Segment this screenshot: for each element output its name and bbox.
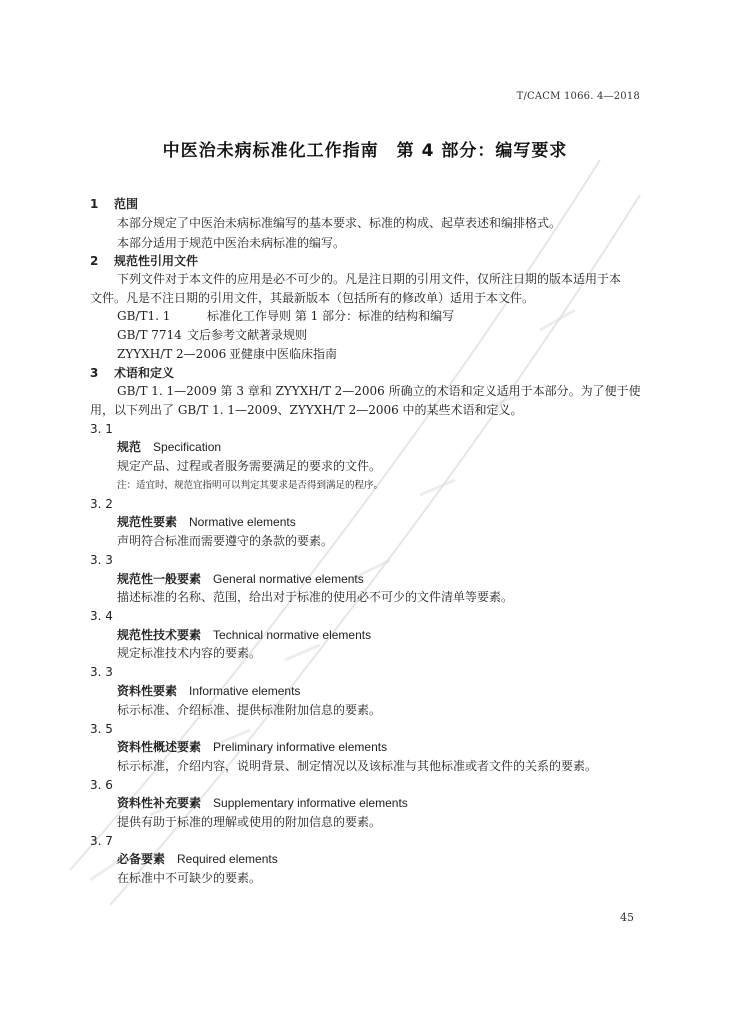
paragraph: 本部分适用于规范中医治未病标准的编写。 — [117, 236, 346, 250]
standard-code: T/CACM 1066. 4—2018 — [516, 91, 640, 102]
section-3-heading — [90, 366, 640, 380]
term-definition: 提供有助于标准的理解或使用的附加信息的要素。 — [117, 815, 382, 829]
term-definition: 规定标准技术内容的要素。 — [117, 646, 262, 660]
section-1-heading — [90, 197, 640, 211]
term-english: Technical normative elements — [213, 628, 372, 642]
term-number: 3. 1 — [90, 422, 113, 436]
term-note: 注：适宜时，规范宜指明可以判定其要求是否得到满足的程序。 — [117, 480, 384, 491]
section-title: 术语和定义 — [114, 366, 175, 380]
term-heading — [117, 684, 640, 698]
term-definition: 标示标准，介绍内容，说明背景、制定情况以及该标准与其他标准或者文件的关系的要素。 — [117, 759, 598, 773]
term-definition: 在标准中不可缺少的要素。 — [117, 871, 262, 885]
term-chinese: 资料性补充要素 — [117, 796, 202, 810]
term-number: 3. 3 — [90, 665, 113, 679]
term-definition: 声明符合标准而需要遵守的条款的要素。 — [117, 534, 334, 548]
paragraph: 下列文件对于本文件的应用是必不可少的。凡是注日期的引用文件，仅所注日期的版本适用于本 — [117, 272, 622, 286]
paragraph: 本部分规定了中医治未病标准编写的基本要求、标准的构成、起草表述和编排格式。 — [117, 216, 562, 230]
term-english: Normative elements — [189, 515, 296, 529]
section-2-heading — [90, 254, 640, 268]
term-english: Required elements — [177, 852, 278, 866]
page-title: 中医治未病标准化工作指南 第 4 部分：编写要求 — [162, 141, 568, 161]
section-title: 范围 — [114, 197, 139, 211]
term-heading — [117, 740, 640, 754]
paragraph-continuation: 文件。凡是不注日期的引用文件，其最新版本（包括所有的修改单）适用于本文件。 — [90, 291, 535, 305]
term-chinese: 规范性技术要素 — [117, 628, 202, 642]
term-chinese: 必备要素 — [117, 852, 166, 866]
paragraph: GB/T 1. 1—2009 第 3 章和 ZYYXH/T 2—2006 所确立的术语和定义适用于本部分。为了便于使 — [117, 384, 641, 398]
term-chinese: 资料性概述要素 — [117, 740, 202, 754]
term-number: 3. 6 — [90, 778, 113, 792]
term-number: 3. 5 — [90, 722, 113, 736]
term-english: Specification — [153, 440, 222, 454]
reference-code: ZYYXH/T 2—2006 — [117, 347, 227, 361]
section-number: 3 — [90, 366, 99, 380]
section-number: 1 — [90, 197, 99, 211]
reference-title: 文后参考文献著录规则 — [187, 328, 308, 342]
term-chinese: 资料性要素 — [117, 684, 178, 698]
term-number: 3. 7 — [90, 834, 113, 848]
term-chinese: 规范 — [117, 440, 142, 454]
term-chinese: 规范性一般要素 — [117, 572, 202, 586]
paragraph-continuation: 用，以下列出了 GB/T 1. 1—2009、ZYYXH/T 2—2006 中的某些术语和定义。 — [90, 403, 523, 417]
reference-title: 标准化工作导则 第 1 部分：标准的结构和编写 — [207, 309, 455, 323]
term-heading — [117, 852, 640, 866]
reference-code: GB/T 7714 — [117, 328, 182, 342]
term-number: 3. 2 — [90, 497, 113, 511]
page-number: 45 — [620, 911, 634, 924]
section-title: 规范性引用文件 — [114, 254, 199, 268]
term-definition: 描述标准的名称、范围，给出对于标准的使用必不可少的文件清单等要素。 — [117, 590, 514, 604]
term-english: Informative elements — [189, 684, 301, 698]
section-number: 2 — [90, 254, 99, 268]
term-chinese: 规范性要素 — [117, 515, 178, 529]
reference-code: GB/T1. 1 — [117, 309, 171, 323]
term-english: Preliminary informative elements — [213, 740, 388, 754]
term-heading — [117, 796, 640, 810]
term-heading — [117, 440, 640, 454]
reference-item — [117, 328, 640, 342]
term-english: Supplementary informative elements — [213, 796, 408, 810]
term-definition: 规定产品、过程或者服务需要满足的要求的文件。 — [117, 459, 382, 473]
reference-title: 亚健康中医临床指南 — [229, 347, 338, 361]
term-number: 3. 4 — [90, 609, 113, 623]
term-heading — [117, 628, 640, 642]
term-heading — [117, 515, 640, 529]
reference-item — [117, 309, 640, 323]
term-number: 3. 3 — [90, 553, 113, 567]
term-heading — [117, 572, 640, 586]
term-definition: 标示标准、介绍标准、提供标准附加信息的要素。 — [117, 703, 382, 717]
term-english: General normative elements — [213, 572, 364, 586]
reference-item — [117, 347, 640, 361]
